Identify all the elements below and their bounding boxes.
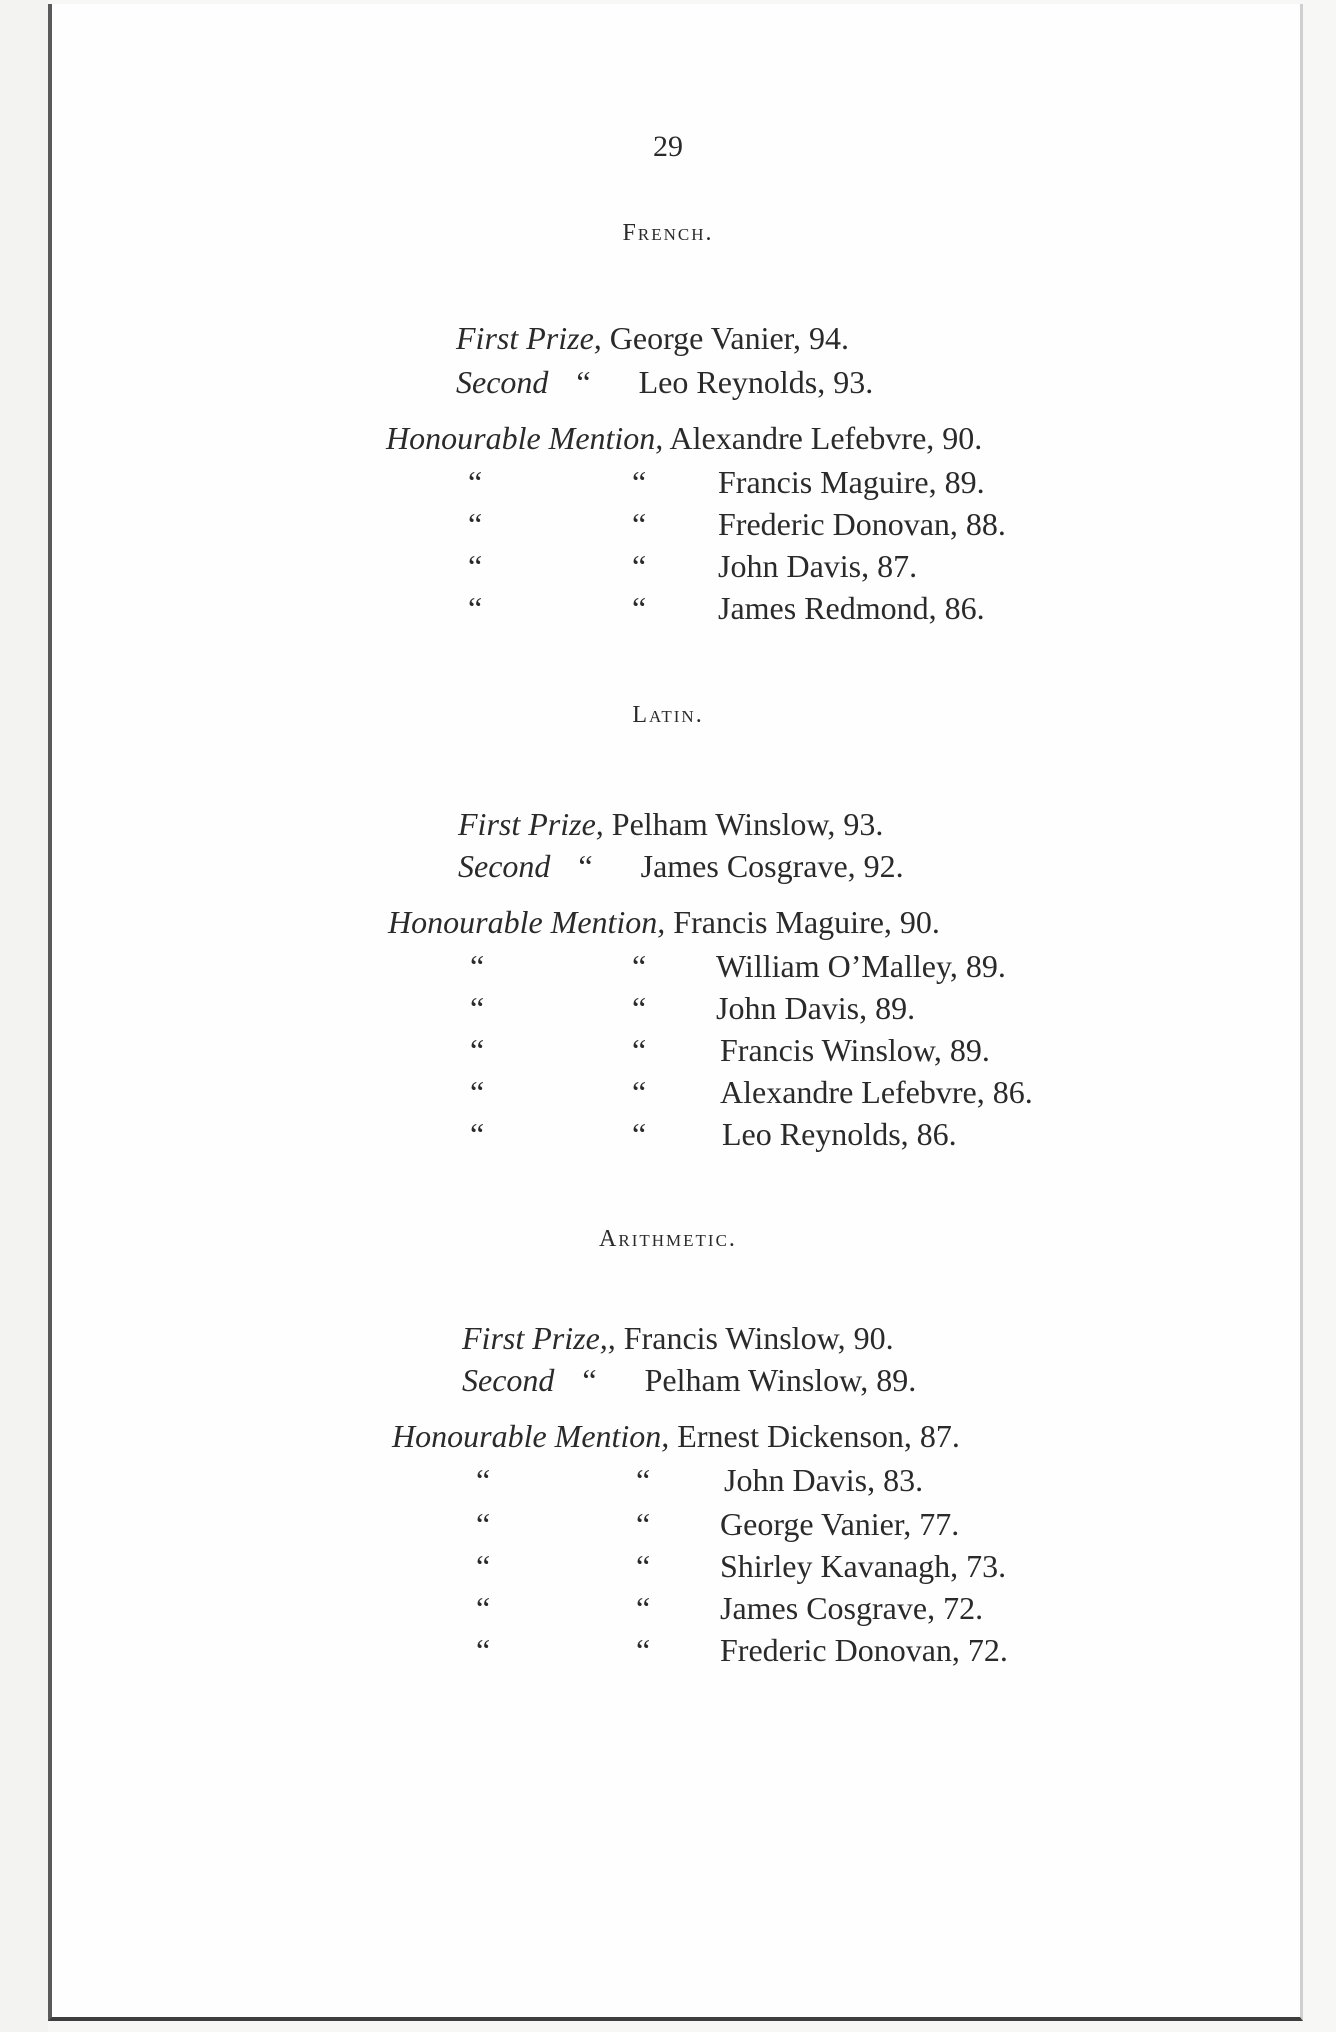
honourable-mention-entry: James Cosgrave, 72. [720, 1590, 984, 1626]
ditto-mark: “ [632, 590, 647, 626]
ditto-mark: “ [476, 1590, 491, 1626]
honourable-mention-entry: Francis Maguire, 90. [673, 904, 940, 940]
honourable-mention-entry: Leo Reynolds, 86. [722, 1116, 957, 1152]
ditto-line [632, 1114, 646, 1154]
ditto-mark: “ [468, 506, 483, 542]
ditto-line [632, 504, 646, 544]
first-prize-line [462, 1318, 894, 1358]
ditto-line [468, 462, 482, 502]
ditto-mark: “ [476, 1462, 491, 1498]
ditto-mark: “ [470, 1032, 485, 1068]
honourable-mention-entry: Frederic Donovan, 88. [718, 506, 1006, 542]
ditto-line [636, 1630, 650, 1670]
ditto-mark: “ [636, 1590, 651, 1626]
book-page [48, 4, 1303, 2021]
ditto-line [470, 988, 484, 1028]
honourable-mention-line [386, 418, 982, 458]
ditto-line [636, 1460, 650, 1500]
ditto-line [476, 1504, 490, 1544]
ditto-line [636, 1546, 650, 1586]
second-prize-entry: James Cosgrave, 92. [640, 848, 904, 884]
ditto-line [632, 1072, 646, 1112]
honourable-mention-entry: John Davis, 89. [716, 990, 916, 1026]
ditto-line [636, 1588, 650, 1628]
first-prize-label: First Prize, [456, 320, 602, 356]
ditto-line [632, 1030, 646, 1070]
second-prize-label: Second [462, 1362, 555, 1398]
section-heading-french: French. [622, 220, 714, 246]
section-heading-arithmetic: Arithmetic. [599, 1226, 737, 1252]
second-prize-entry: Pelham Winslow, 89. [644, 1362, 917, 1398]
honourable-mention-line [388, 902, 940, 942]
ditto-line [636, 1504, 650, 1544]
first-prize-label: First Prize,, [462, 1320, 616, 1356]
ditto-mark: “ [632, 948, 647, 984]
second-prize-line [458, 846, 904, 886]
ditto-line [476, 1546, 490, 1586]
honourable-mention-entry: Ernest Dickenson, 87. [677, 1418, 960, 1454]
ditto-mark: “ [476, 1506, 491, 1542]
honourable-mention-entry: George Vanier, 77. [720, 1506, 960, 1542]
first-prize-label: First Prize, [458, 806, 604, 842]
ditto-mark: “ [632, 506, 647, 542]
ditto-line [632, 588, 646, 628]
honourable-mention-entry: Frederic Donovan, 72. [720, 1632, 1008, 1668]
ditto-line [468, 546, 482, 586]
honourable-mention-entry: Alexandre Lefebvre, 90. [669, 420, 983, 456]
honourable-mention-entry: Francis Maguire, 89. [718, 464, 985, 500]
ditto-line [632, 462, 646, 502]
ditto-line [476, 1630, 490, 1670]
honourable-mention-entry: Shirley Kavanagh, 73. [720, 1548, 1007, 1584]
ditto-mark: “ [632, 548, 647, 584]
honourable-mention-entry: James Redmond, 86. [718, 590, 985, 626]
ditto-mark: “ [632, 990, 647, 1026]
ditto-mark: “ [468, 548, 483, 584]
ditto-mark: “ [470, 948, 485, 984]
book-spine [0, 0, 48, 2032]
ditto-mark: “ [632, 1032, 647, 1068]
ditto-mark: “ [632, 1074, 647, 1110]
ditto-mark: “ [470, 1074, 485, 1110]
page-number: 29 [653, 130, 683, 163]
honourable-mention-entry: William O’Malley, 89. [716, 948, 1006, 984]
second-prize-line [456, 362, 873, 402]
first-prize-entry: George Vanier, 94. [609, 320, 850, 356]
honourable-mention-line [392, 1416, 960, 1456]
ditto-mark: “ [632, 464, 647, 500]
ditto-mark: “ [582, 1362, 597, 1398]
ditto-line [470, 1114, 484, 1154]
honourable-mention-entry: John Davis, 83. [724, 1462, 924, 1498]
honourable-mention-entry: Alexandre Lefebvre, 86. [720, 1074, 1033, 1110]
ditto-mark: “ [576, 364, 591, 400]
ditto-line [470, 946, 484, 986]
ditto-line [468, 588, 482, 628]
honourable-mention-entry: Francis Winslow, 89. [720, 1032, 990, 1068]
ditto-mark: “ [476, 1548, 491, 1584]
ditto-mark: “ [470, 990, 485, 1026]
ditto-line [468, 504, 482, 544]
ditto-mark: “ [636, 1632, 651, 1668]
second-prize-entry: Leo Reynolds, 93. [638, 364, 874, 400]
ditto-line [632, 546, 646, 586]
ditto-line [476, 1588, 490, 1628]
ditto-line [470, 1030, 484, 1070]
section-heading-latin: Latin. [632, 702, 704, 728]
ditto-mark: “ [476, 1632, 491, 1668]
ditto-mark: “ [636, 1462, 651, 1498]
ditto-line [476, 1460, 490, 1500]
ditto-mark: “ [468, 590, 483, 626]
ditto-mark: “ [470, 1116, 485, 1152]
second-prize-label: Second [456, 364, 549, 400]
first-prize-entry: Francis Winslow, 90. [623, 1320, 894, 1356]
honourable-mention-label: Honourable Mention, [392, 1418, 670, 1454]
honourable-mention-label: Honourable Mention, [388, 904, 666, 940]
ditto-mark: “ [632, 1116, 647, 1152]
ditto-line [470, 1072, 484, 1112]
ditto-line [632, 946, 646, 986]
ditto-mark: “ [636, 1506, 651, 1542]
ditto-line [632, 988, 646, 1028]
honourable-mention-entry: John Davis, 87. [718, 548, 918, 584]
honourable-mention-label: Honourable Mention, [386, 420, 664, 456]
second-prize-label: Second [458, 848, 551, 884]
ditto-mark: “ [578, 848, 593, 884]
ditto-mark: “ [468, 464, 483, 500]
second-prize-line [462, 1360, 916, 1400]
first-prize-line [456, 318, 849, 358]
first-prize-line [458, 804, 883, 844]
first-prize-entry: Pelham Winslow, 93. [611, 806, 884, 842]
ditto-mark: “ [636, 1548, 651, 1584]
